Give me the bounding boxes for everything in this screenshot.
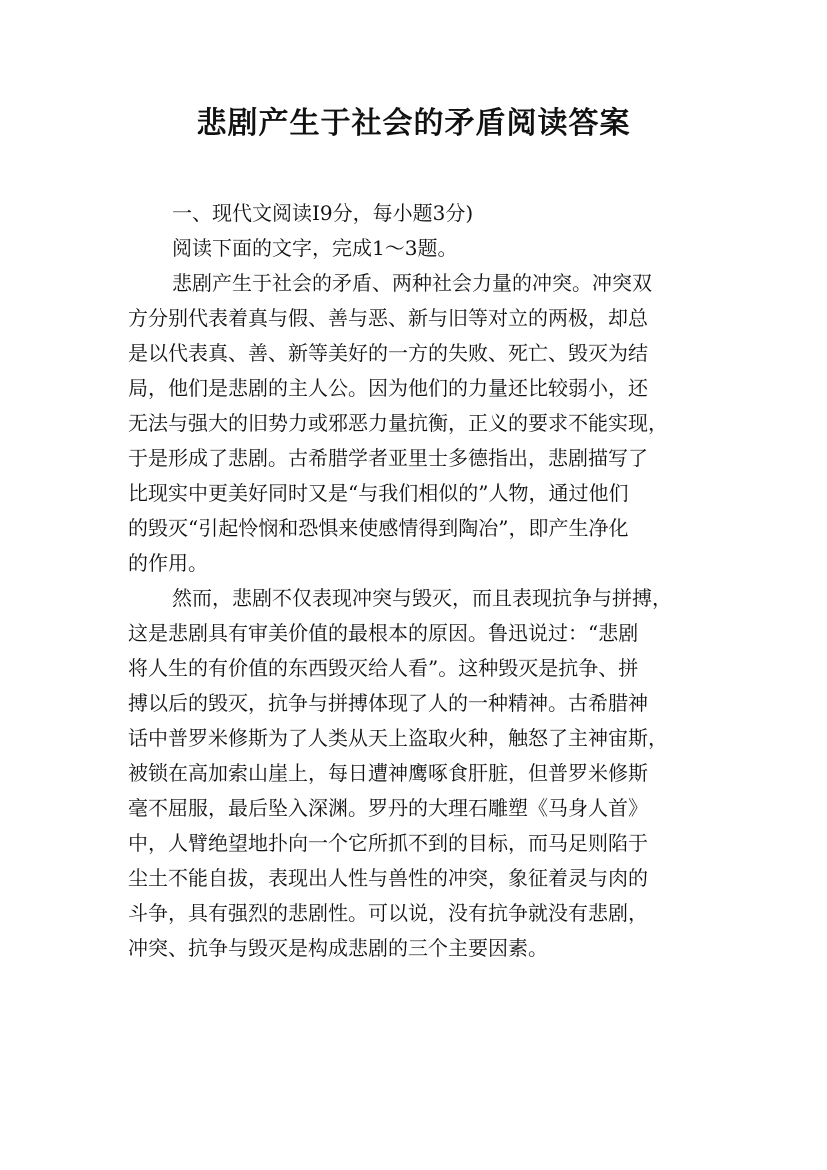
text-line: 然而，悲剧不仅表现冲突与毁灭，而且表现抗争与拼搏， (172, 586, 672, 610)
text-line: 悲剧产生于社会的矛盾、两种社会力量的冲突。冲突双 (172, 271, 652, 295)
text-line: 的毁灭“引起怜悯和恐惧来使感情得到陶冶”，即产生净化 (128, 516, 629, 540)
text-line: 搏以后的毁灭，抗争与拼搏体现了人的一种精神。古希腊神 (128, 691, 648, 715)
document-body (128, 196, 706, 966)
document-title: 悲剧产生于社会的矛盾阅读答案 (196, 106, 631, 141)
text-line: 局，他们是悲剧的主人公。因为他们的力量还比较弱小，还 (128, 376, 648, 400)
text-line: 比现实中更美好同时又是“与我们相似的”人物，通过他们 (128, 481, 629, 505)
text-line: 冲突、抗争与毁灭是构成悲剧的三个主要因素。 (128, 936, 548, 960)
text-line: 方分别代表着真与假、善与恶、新与旧等对立的两极，却总 (128, 306, 648, 330)
text-line: 于是形成了悲剧。古希腊学者亚里士多德指出，悲剧描写了 (128, 446, 648, 470)
text-line: 毫不屈服，最后坠入深渊。罗丹的大理石雕塑《马身人首》 (128, 796, 648, 820)
text-line: 一、现代文阅读Ⅰ9分，每小题3分) (172, 201, 474, 225)
text-line: 中，人臂绝望地扑向一个它所抓不到的目标，而马足则陷于 (128, 831, 648, 855)
text-line: 话中普罗米修斯为了人类从天上盗取火种，触怒了主神宙斯， (128, 726, 668, 750)
text-line: 的作用。 (128, 551, 208, 575)
text-line: 阅读下面的文字，完成1～3题。 (172, 236, 458, 260)
text-line: 尘土不能自拔，表现出人性与兽性的冲突，象征着灵与肉的 (128, 866, 648, 890)
text-line: 被锁在高加索山崖上，每日遭神鹰啄食肝脏，但普罗米修斯 (128, 761, 648, 785)
text-line: 斗争，具有强烈的悲剧性。可以说，没有抗争就没有悲剧， (128, 901, 648, 925)
text-line: 将人生的有价值的东西毁灭给人看”。这种毁灭是抗争、拼 (128, 656, 639, 680)
text-line: 无法与强大的旧势力或邪恶力量抗衡，正义的要求不能实现， (128, 411, 668, 435)
text-line: 这是悲剧具有审美价值的最根本的原因。鲁迅说过：“悲剧 (128, 621, 639, 645)
text-line: 是以代表真、善、新等美好的一方的失败、死亡、毁灭为结 (128, 341, 648, 365)
